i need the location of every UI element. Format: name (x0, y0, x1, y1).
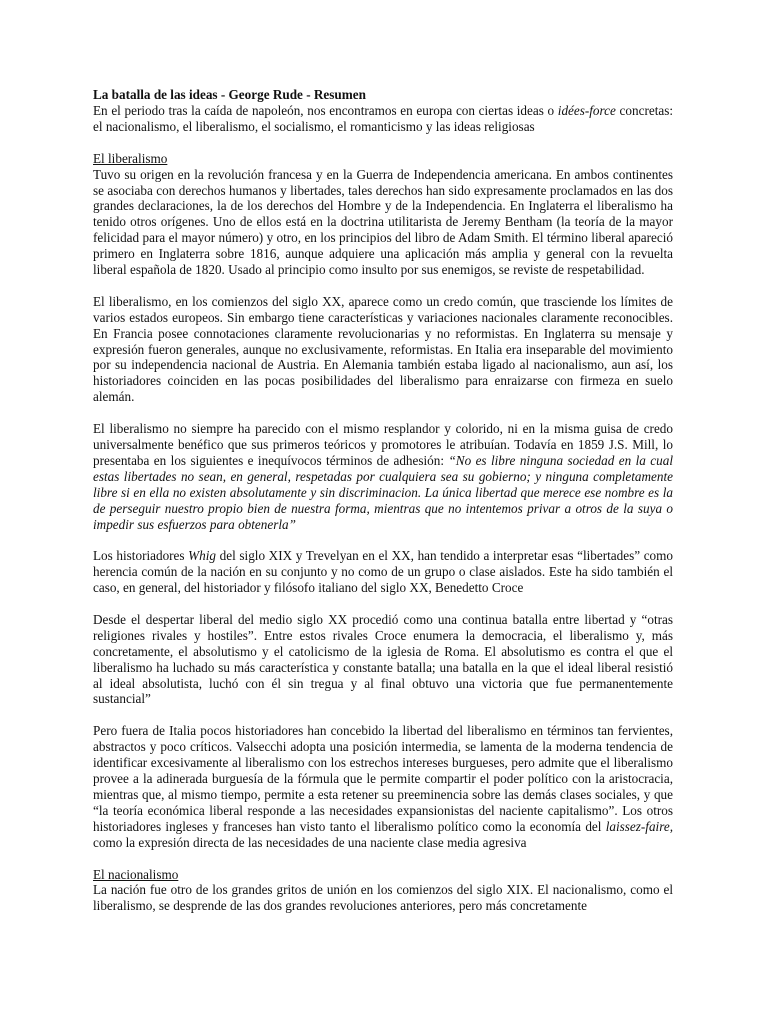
paragraph: El liberalismo, en los comienzos del siglo XX, aparece como un credo común, que trasciende los límites de varios estados europeos. Sin embargo tiene características y variaciones nacionales claramente reconocibles. En Francia posee connotaciones claramente revolucionarias y no reformistas. En Inglaterra su mensaje y expresión fueron generales, aunque no exclusivamente, reformistas. En Italia era inseparable del movimiento por su independencia nacional de Austria. En Alemania también estaba ligado al nacionalismo, aun así, los historiadores coinciden en las pocas posibilidades del liberalismo para enraizarse con firmeza en suelo alemán. (93, 293, 673, 405)
whig-term: Whig (188, 548, 217, 564)
intro-paragraph (93, 103, 673, 135)
section-heading-liberalismo: El liberalismo (93, 150, 168, 166)
document-title: La batalla de las ideas - George Rude - Resumen (93, 87, 366, 102)
document-page (93, 87, 673, 914)
intro-text: En el periodo tras la caída de napoleón, nos encontramos en europa con ciertas ideas o (93, 102, 558, 118)
paragraph: Tuvo su origen en la revolución francesa y en la Guerra de Independencia americana. En ambos continentes se asociaba con derechos humanos y libertades, tales derechos han sido expresamente proclamados en las dos grandes declaraciones, la de los derechos del Hombre y de la Independencia. En Inglaterra el liberalismo ha tenido otros orígenes. Uno de ellos está en la doctrina utilitarista de Jeremy Bentham (la teoría de la mayor felicidad para el mayor número) y otro, en los principios del libro de Adam Smith. El término liberal apareció primero en Inglaterra sobre 1816, aunque adquiere una aplicación más amplia y general con la revuelta liberal española de 1820. Usado al principio como insulto por sus enemigos, se reviste de respetabilidad. (93, 166, 673, 278)
intro-italic-term: idées-force (557, 102, 616, 118)
paragraph-whig (93, 548, 673, 596)
paragraph-valsecchi (93, 723, 673, 850)
paragraph: La nación fue otro de los grandes gritos de unión en los comienzos del siglo XIX. El nacionalismo, como el liberalismo, se desprende de las dos grandes revoluciones anteriores, pero más concretamente (93, 882, 673, 914)
intro-text-end: concretas: el nacionalismo, el liberalismo, el socialismo, el romanticismo y las ideas religiosas (93, 102, 674, 134)
paragraph-text: Pero fuera de Italia pocos historiadores han concebido la libertad del liberalismo en términos tan fervientes, abstractos y poco críticos. Valsecchi adopta una posición intermedia, se lamenta de la moderna tendencia de identificar excesivamente al liberalismo con los estrechos intereses burgueses, pero admite que el liberalismo provee a la adinerada burguesía de la fórmula que le permite compartir el poder político con la aristocracia, mientras que, al mismo tiempo, permite a esta retener su preeminencia sobre las demás clases sociales, y que “la teoría económica liberal responde a las necesidades expansionistas del naciente capitalismo”. Los otros historiadores ingleses y franceses han visto tanto el liberalismo político como la economía del (93, 723, 673, 834)
paragraph-text: del siglo XIX y Trevelyan en el XX, han tendido a interpretar esas “libertades” como herencia común de la nación en su conjunto y no como de un grupo o clase aislados. Este ha sido también el caso, en general, del historiador y filósofo italiano del siglo XX, Benedetto Croce (93, 548, 673, 596)
section-heading-nacionalismo: El nacionalismo (93, 866, 179, 882)
laissez-faire-term: laissez-faire, (605, 818, 673, 834)
mill-quote: “No es libre ninguna sociedad en la cual estas libertades no sean, en general, respetadas por cualquiera sea su gobierno; y ninguna completamente libre si en ella no existen absolutamente y sin discriminacion. La única libertad que merece ese nombre es la de perseguir nuestro propio bien de nuestra forma, mientras que no intentemos privar a otros de la suya o impedir sus esfuerzos para obtenerla” (93, 452, 673, 532)
paragraph: Desde el despertar liberal del medio siglo XX procedió como una continua batalla entre libertad y “otras religiones rivales y hostiles”. Entre estos rivales Croce enumera la democracia, el liberalismo y, más concretamente, el absolutismo y el catolicismo de la iglesia de Roma. El absolutismo es contra el que el liberalismo ha luchado su más característica y constante batalla; una batalla en la que el ideal liberal resistió al ideal absolutista, luchó con él sin tregua y al final obtuvo una victoria que fue permanentemente sustancial” (93, 611, 673, 707)
paragraph-mill-quote (93, 421, 673, 532)
paragraph-text: como la expresión directa de las necesidades de una naciente clase media agresiva (93, 834, 527, 850)
paragraph-text: El liberalismo no siempre ha parecido con el mismo resplandor y colorido, ni en la misma guisa de credo universalmente benéfico que sus primeros teóricos y promotores le atribuían. Todavía en 1859 J.S. Mill, lo presentaba en los siguientes e inequívocos términos de adhesión: (93, 421, 673, 468)
paragraph-text: Los historiadores (93, 548, 189, 564)
